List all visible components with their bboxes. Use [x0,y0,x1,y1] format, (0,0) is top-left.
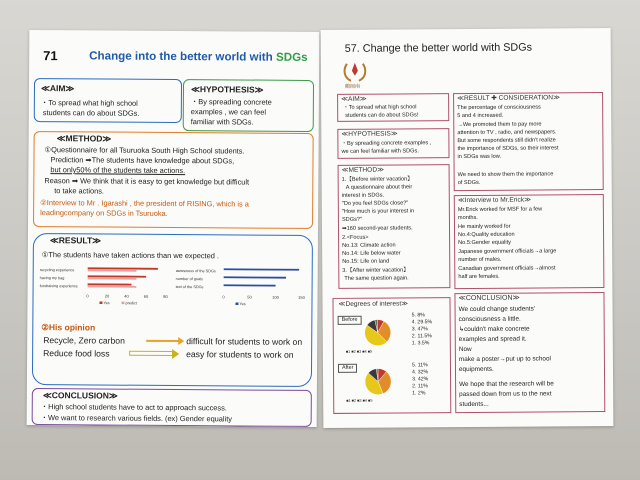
aim-header: ≪AIM≫ [40,83,75,94]
bar-category-label: text of the SDGs [175,285,204,290]
result-header: ≪RESULT≫ [49,235,102,246]
method-line-5: to take actions. [54,186,105,196]
r-result-header: ≪RESULT ✚ CONSIDERATION≫ [457,94,560,103]
axis-tick-label: 0 [86,293,89,299]
legend-swatch [235,302,238,305]
method-line-1: ①Questionnaire for all Tsuruoka South High School students. [44,145,245,156]
r-method-line-1: 1.【Before winter vacation】 [341,176,413,183]
before-legend: ■1 ■2 ■3 ■4 ■5 [345,349,373,354]
r-result-line-6: the importance of SDGs, so their interest [457,145,559,153]
r-result-line-7: in SDGs was low. [457,153,502,161]
bar-category-label: having my bag [39,276,65,281]
before-value-4: 2. 11.5% [411,333,432,340]
method-header: ≪METHOD≫ [56,133,112,144]
after-label: After [338,364,357,373]
before-value-5: 1. 3.5% [411,340,430,347]
r-conclusion-header: ≪CONCLUSION≫ [458,294,520,303]
r-interview-line-1: Mr.Erick worked for MSF for a few [457,206,543,214]
bar-predict [88,270,137,272]
bar-predict [88,278,137,280]
bar-category-label: awareness of the SDGs [175,269,216,274]
r-method-line-9: No.13: Climate action [342,242,396,249]
r-conclusion-line-9: We hope that the research will be [459,380,554,389]
r-method-line-11: No.15: Life on land [342,258,390,265]
opinion-header: ②His opinion [41,322,96,333]
hypothesis-line-1: ・By spreading concrete [190,97,272,107]
r-interview-header: ≪Interview to Mr.Erick≫ [457,196,532,205]
r-conclusion-line-3: ↳couldn't make concrete [458,325,530,334]
r-method-line-3: interest in SDGs. [341,192,385,199]
bar-yes [224,268,299,270]
arrow-head-icon-1 [178,337,184,345]
r-result-line-5: But some respondents still didn't realize [457,137,556,145]
left-title [89,49,307,65]
r-interview-line-3: He mainly worked for [457,223,511,231]
method-line-2: Prediction ➡The students have knowledge about SDGs, [50,155,235,166]
before-value-3: 3. 47% [411,326,428,333]
arrow-shape-2 [129,351,173,356]
result-chart-right [175,265,305,324]
bar-yes [88,283,132,285]
axis-tick-label: 150 [298,294,305,300]
r-conclusion-line-5: Now [458,345,472,354]
r-interview-line-6: Japanese government officials→a large [458,248,557,256]
r-conclusion-line-7: equipments. [458,365,494,374]
axis-tick-label: 20 [104,293,110,299]
r-aim-header: ≪AIM≫ [341,95,367,103]
legend-swatch [99,301,102,304]
left-title-sdgs: SDGs [275,50,308,64]
r-interview-line-5: No.5:Gender equality [458,239,511,247]
bar-predict [88,286,137,288]
legend-swatch [121,302,124,305]
r-result-line-3: →We promoted them to pay more [457,121,542,129]
left-title-text: Change into the better world with [89,49,277,64]
axis-tick-label: 80 [163,293,168,299]
after-value-2: 4. 32% [411,369,429,376]
bar-yes [224,284,276,286]
r-method-line-4: "Do you feel SDGs close?" [341,200,409,207]
method-line-6: ②Interview to Mr . Igarashi , the president of RISING, which is a [40,198,249,209]
bar-yes [224,276,286,278]
r-method-line-7: ➡160 second-year students. [341,225,413,232]
r-interview-line-4: No.4:Quality education [458,231,515,239]
r-conclusion-line-1: We could change students' [458,305,536,314]
r-degrees-header: ≪Degrees of interest≫ [338,300,409,308]
r-interview-line-9: half are females. [458,273,500,281]
aim-line-2: students can do about SDGs. [42,108,140,118]
left-poster [27,30,320,427]
bar-yes [88,267,158,269]
after-value-5: 1. 2% [412,390,426,397]
r-method-header: ≪METHOD≫ [341,166,385,174]
method-line-3: but only50% of the students take actions. [50,165,186,176]
r-method-line-2: A questionnaire about their [345,184,413,191]
right-poster [321,28,614,428]
before-label: Before [338,316,362,325]
after-value-4: 2. 11% [412,383,428,390]
r-method-line-8: 2.<Focus> [342,234,369,241]
r-hypothesis-header: ≪HYPOTHESIS≫ [341,130,398,138]
r-method-line-13: The same question again. [344,275,409,282]
axis-tick-label: 50 [247,294,252,300]
arrow-shape-1 [146,340,180,342]
bar-category-label: fundraising experience [39,284,78,289]
hypothesis-line-3: familiar with SDGs. [190,117,254,127]
r-conclusion-line-10: passed down from us to the next [459,390,552,399]
before-value-2: 4. 29.5% [411,319,433,326]
r-result-line-2: 5 and 4 increased. [457,112,504,120]
r-interview-line-2: months. [457,214,478,222]
r-result-line-4: attention to TV , radio, and newspapers. [457,129,557,137]
r-hypothesis-line-1: ・By spreading concrete examples , [341,140,432,147]
r-result-line-1: The percentage of consciousness [457,104,541,112]
hypothesis-line-2: examples , we can feel [190,107,267,117]
axis-tick-label: 100 [272,294,279,300]
r-conclusion-line-4: examples and spread it. [458,335,527,344]
legend-label: Yes [239,302,246,307]
legend-label: predict [125,301,137,306]
r-result-line-9: We need to show them the importance [457,171,554,179]
right-title: 57. Change the better world with SDGs [344,41,533,55]
before-pie-chart [363,318,393,348]
method-line-4: Reason ➡ We think that it is easy to get knowledge but difficult [44,176,250,187]
r-method-line-5: "How much is your interest in [341,208,415,215]
after-value-3: 3. 42% [412,376,429,383]
method-line-7: leadingcompany on SDGs in Tsuruoka. [40,208,168,218]
hypothesis-header: ≪HYPOTHESIS≫ [190,84,264,95]
result-chart-left [39,264,169,323]
r-conclusion-line-11: students... [459,400,489,409]
opinion-row-1-right: difficult for students to work on [186,336,303,347]
r-conclusion-line-2: consciousness a little. [458,315,521,324]
opinion-row-2-left: Reduce food loss [43,348,110,359]
page-number: 71 [43,48,58,64]
bar-yes [88,275,147,277]
arrow-head-icon-2 [172,349,179,359]
r-method-line-12: 3.【After winter vacation】 [342,267,409,274]
aim-line-1: ・To spread what high school [40,98,138,108]
r-interview-line-8: Canadian government officials→almost [458,265,556,273]
r-aim-line-1: ・To spread what high school [343,104,417,111]
conclusion-header: ≪CONCLUSION≫ [42,390,118,401]
r-interview-line-7: number of males. [458,256,502,264]
opinion-row-2-right: easy for students to work on [186,349,294,360]
axis-tick-label: 40 [124,293,129,299]
result-line-1: ①The students have taken actions than we expected . [41,250,219,261]
before-value-1: 5. 8% [411,312,425,319]
after-pie-chart [363,367,393,397]
bar-category-label: recycling experience [39,268,75,273]
conclusion-line-2: ・We want to research various fields. (ex) Gender equality [40,413,233,424]
opinion-row-1-left: Recycle, Zero carbon [43,335,125,346]
after-legend: ■1 ■2 ■3 ■4 ■5 [346,398,373,403]
bar-category-label: number of goals [175,277,203,282]
school-logo-icon [341,60,369,84]
r-conclusion-line-6: make a poster→put up to school [458,355,551,364]
conclusion-line-1: ・High school students have to act to approach success. [40,402,227,413]
after-value-1: 5. 11% [411,362,428,369]
r-hypothesis-line-2: we can feel familiar with SDGs. [341,148,419,155]
logo-caption: 鶴岡南 [344,83,361,90]
r-method-line-10: No.14: Life below water [342,250,401,257]
legend-label: Yes [103,301,110,306]
r-result-line-10: of SDGs. [457,179,481,187]
axis-tick-label: 0 [222,294,225,300]
r-method-line-6: SDGs?" [341,216,362,223]
axis-tick-label: 60 [143,293,149,299]
r-aim-line-2: students can do about SDGs! [345,112,419,119]
